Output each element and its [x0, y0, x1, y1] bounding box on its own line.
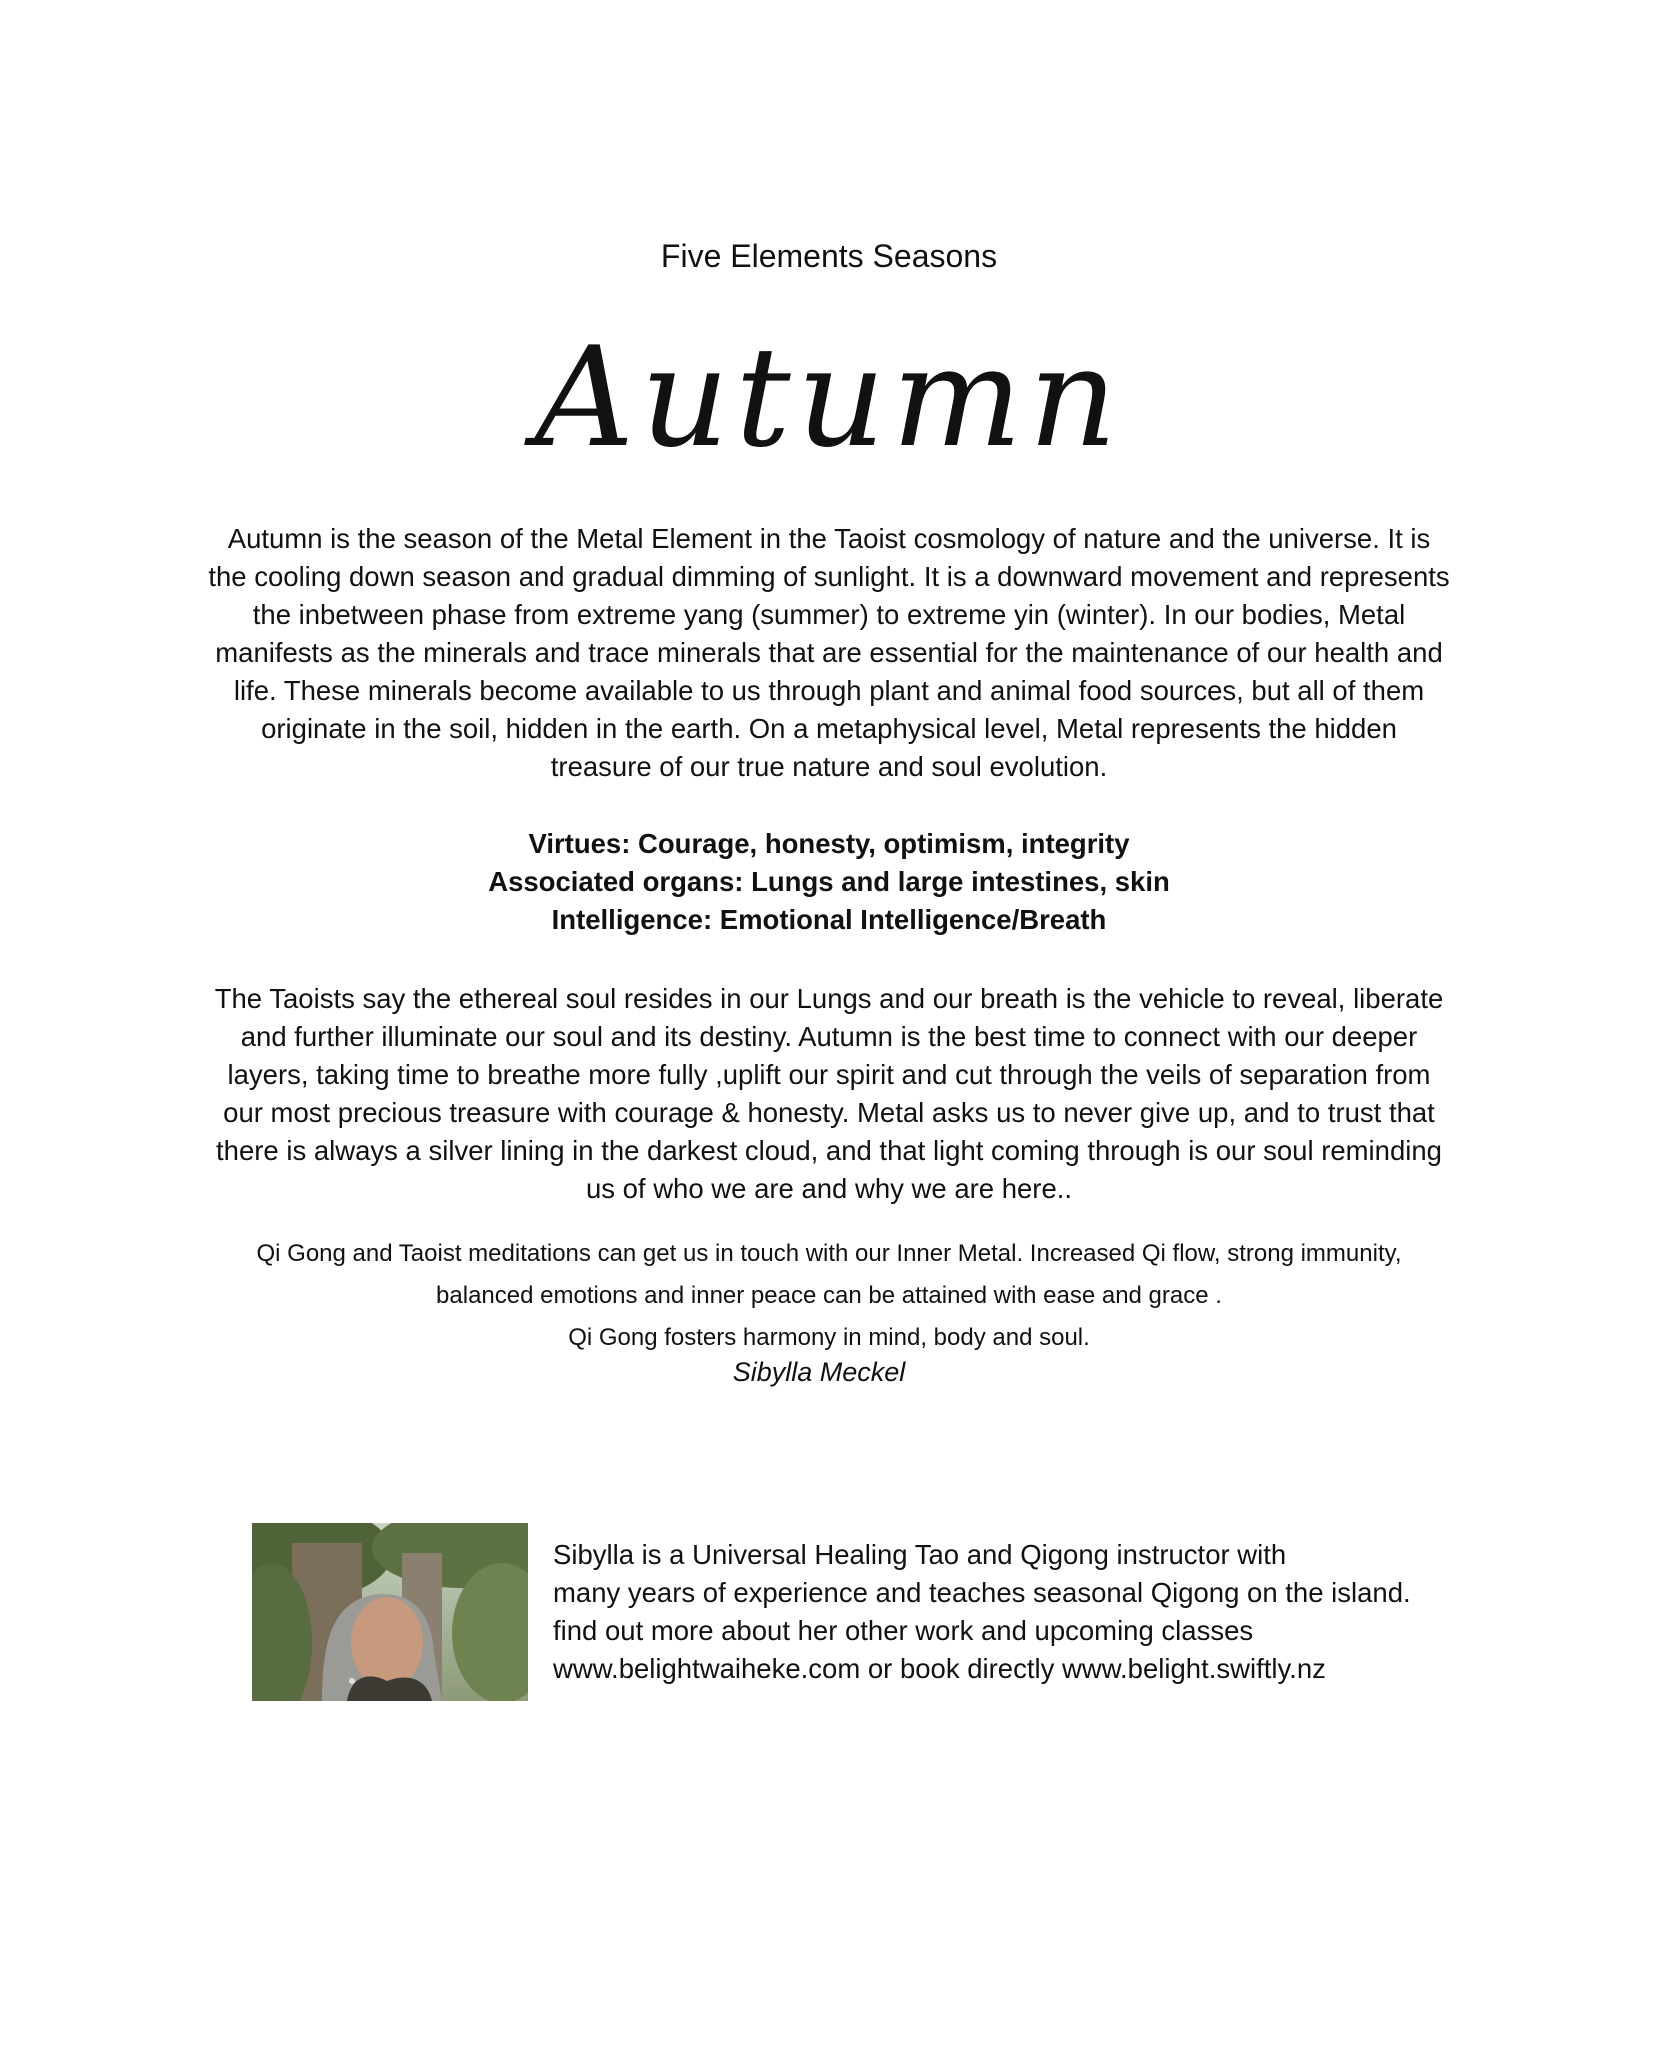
virtues-line: Virtues: Courage, honesty, optimism, integrity [528, 828, 1130, 859]
author-photo [252, 1523, 528, 1701]
author-signature: Sibylla Meckel [732, 1357, 906, 1387]
text-line: and further illuminate our soul and its destiny. Autumn is the best time to connect with our deeper [240, 1021, 1418, 1052]
text-line: originate in the soil, hidden in the earth. On a metaphysical level, Metal represents the hidden [261, 713, 1397, 744]
page-subtitle: Five Elements Seasons [660, 238, 998, 274]
text-line: the inbetween phase from extreme yang (summer) to extreme yin (winter). In our bodies, Metal [252, 599, 1406, 630]
intro-paragraph [170, 520, 1488, 786]
text-line: Qi Gong fosters harmony in mind, body and soul. [568, 1324, 1090, 1351]
portrait-image [252, 1523, 528, 1701]
text-line: balanced emotions and inner peace can be attained with ease and grace . [436, 1282, 1222, 1309]
text-line: the cooling down season and gradual dimming of sunlight. It is a downward movement and represents [208, 561, 1450, 592]
text-line: us of who we are and why we are here.. [585, 1173, 1073, 1204]
text-line: manifests as the minerals and trace minerals that are essential for the maintenance of our health and [215, 637, 1443, 668]
body-paragraph [170, 980, 1488, 1208]
text-line: Qi Gong and Taoist meditations can get us in touch with our Inner Metal. Increased Qi flow, strong immunity, [256, 1240, 1402, 1267]
intelligence-line: Intelligence: Emotional Intelligence/Breath [551, 904, 1107, 935]
text-line: Autumn is the season of the Metal Element in the Taoist cosmology of nature and the universe. It is [227, 523, 1431, 554]
organs-line: Associated organs: Lungs and large intestines, skin [488, 866, 1170, 897]
bio-links-line: www.belightwaiheke.com or book directly www.belight.swiftly.nz [553, 1653, 1326, 1684]
text-line: life. These minerals become available to us through plant and animal food sources, but all of them [233, 675, 1425, 706]
text-line: layers, taking time to breathe more fully ,uplift our spirit and cut through the veils of separation from [227, 1059, 1431, 1090]
attributes-block [170, 825, 1488, 939]
author-bio [553, 1536, 1493, 1688]
closing-paragraph [170, 1233, 1488, 1359]
text-line: our most precious treasure with courage & honesty. Metal asks us to never give up, and to trust that [223, 1097, 1435, 1128]
bio-line: Sibylla is a Universal Healing Tao and Qigong instructor with [553, 1539, 1287, 1570]
bio-line: many years of experience and teaches seasonal Qigong on the island. [553, 1577, 1411, 1608]
text-line: there is always a silver lining in the darkest cloud, and that light coming through is our soul reminding [216, 1135, 1442, 1166]
text-line: The Taoists say the ethereal soul resides in our Lungs and our breath is the vehicle to reveal, liberate [214, 983, 1444, 1014]
page-title: Autumn [534, 317, 1124, 478]
bio-line: find out more about her other work and upcoming classes [553, 1615, 1254, 1646]
text-line: treasure of our true nature and soul evolution. [550, 751, 1108, 782]
